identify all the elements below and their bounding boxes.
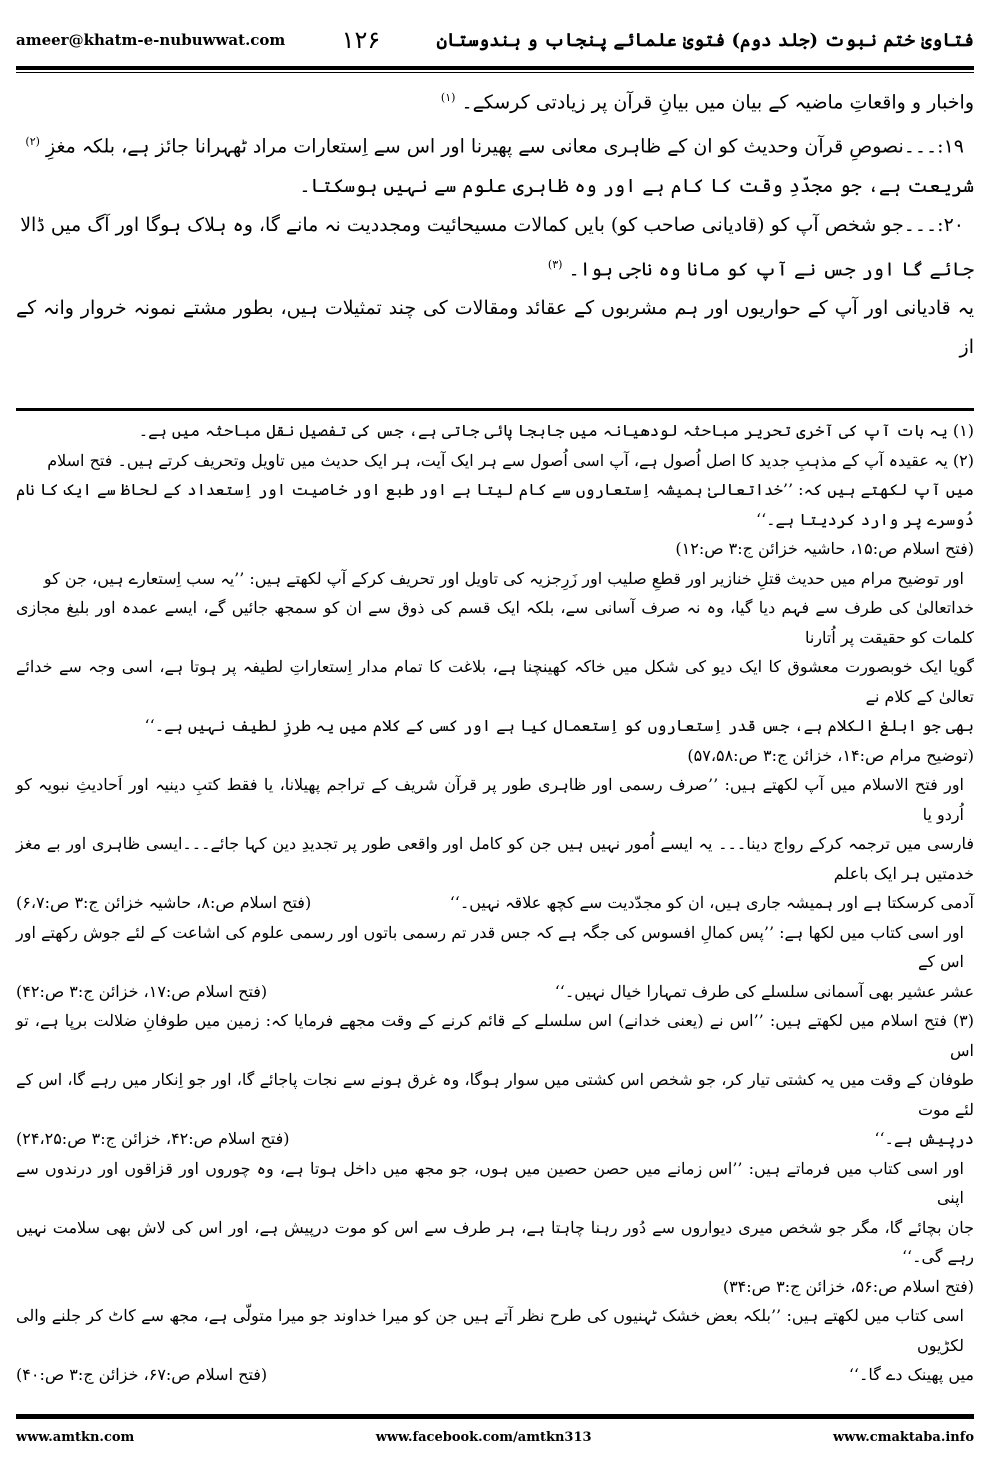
footnotes	[16, 416, 974, 1390]
footnote-line: عشر عشیر بھی آسمانی سلسلے کی طرف تمہارا خیال نہیں۔‘‘	[554, 981, 974, 1001]
header-divider	[16, 66, 974, 73]
footnote-2-line: (۲) یہ عقیدہ آپ کے مذہبِ جدید کا اصل اُصول ہے، آپ اسی اُصول سے ہر ایک آیت، ہر ایک حدیث میں تاویل وتحریف کرتے ہیں۔ فتح اسلام	[47, 450, 974, 470]
footnote-line: خداتعالیٰ کی طرف سے فہم دیا گیا، وہ نہ صرف آسانی سے، بلکہ ایک قسم کی ذوق سے ان کو سمجھ جائیں گے، ایسے عمدہ اور بلیغ مجازی کلمات کو حقیقت پر اُتارنا	[16, 598, 974, 647]
footnote-row	[16, 888, 974, 918]
footnote-line: اسی کتاب میں لکھتے ہیں: ’’بلکہ بعض خشک ٹہنیوں کی طرح نظر آتے ہیں جن کو میرا خداوند جو میرا متولّی ہے، مجھ سے کاٹ کر جلنے والی لکڑیوں	[16, 1306, 964, 1355]
main-line: یہ قادیانی اور آپ کے حواریوں اور ہم مشربوں کے عقائد ومقالات کی چند تمثیلات ہیں، بطور مشتے نمونہ خروار وانہ کے از	[16, 296, 974, 358]
reference: (فتح اسلام ص:۱۷، خزائن ج:۳ ص:۴۲)	[16, 981, 268, 1001]
footer-link-facebook[interactable]: www.facebook.com/amtkn313	[375, 1430, 592, 1445]
book-title: فتاویٰ ختم نبوت (جلد دوم) فتویٰ علمائے پنجاب و ہندوستان	[436, 29, 974, 51]
footnote-mark: (۲)	[25, 135, 40, 149]
footnote-line: اور فتح الاسلام میں آپ لکھتے ہیں: ’’صرف رسمی اور ظاہری طور پر قرآن شریف کے تراجم پھیلانا، یا فقط کتبِ دینیہ اور اَحادیثِ نبویہ کو اُردو یا	[16, 775, 964, 824]
footnote-line: اور اسی کتاب میں فرماتے ہیں: ’’اس زمانے میں حصن حصین میں ہوں، جو مجھ میں داخل ہوتا ہے، وہ چوروں اور قزاقوں اور درندوں سے اپنی	[16, 1158, 964, 1207]
page-number: ۱۲۶	[341, 26, 381, 54]
footnote-1: (۱) یہ بات آپ کی آخری تحریر مباحثہ لودھیانہ میں جابجا پائی جاتی ہے، جس کی تفصیل نقل مباحثہ میں ہے۔	[138, 421, 974, 440]
main-line: واخبار و واقعاتِ ماضیہ کے بیان میں بیانِ قرآن پر زیادتی کرسکے۔ $^{(۱)}$	[440, 91, 974, 114]
reference: (فتح اسلام ص:۸، حاشیہ خزائن ج:۳ ص:۶،۷)	[16, 893, 312, 912]
reference: (توضیح مرام ص:۱۴، خزائن ج:۳ ص:۵۷،۵۸)	[687, 745, 974, 765]
reference: (فتح اسلام ص:۶۷، خزائن ج:۳ ص:۴۰)	[16, 1365, 268, 1384]
footnote-mark: (۱)	[440, 91, 456, 104]
footnote-3-line: (۳) فتح اسلام میں لکھتے ہیں: ’’اس نے (یعنی خدانے) اس سلسلے کے قائم کرنے کے وقت مجھے فرمایا کہ: زمین میں طوفانِ ضلالت برپا ہے، تو اس	[16, 1011, 974, 1060]
footnote-2-line: میں آپ لکھتے ہیں کہ: ’’خداتعالیٰ ہمیشہ اِستعاروں سے کام لیتا ہے اور طبع اور خاصیت اور اِستعداد کے لحاظ سے ایک کا نام دُوسرے پر وارد کردیتا ہے۔‘‘	[16, 480, 974, 529]
footer-link-amtkn[interactable]: www.amtkn.com	[16, 1430, 135, 1445]
footnote-line: گویا ایک خوبصورت معشوق کا ایک دیو کی شکل میں خاکہ کھینچنا ہے، بلاغت کا تمام مدار اِستعاراتِ لطیفہ پر ہوتا ہے، اسی وجہ سے خدائے تعالیٰ کے کلام نے	[16, 657, 974, 706]
footnote-line: فارسی میں ترجمہ کرکے رواج دینا۔۔۔ یہ ایسے اُمور نہیں ہیں جن کو کامل اور واقعی طور پر تجدیدِ دین کہا جائے۔۔۔ایسی ظاہری اور بے مغز خدمتیں ہر ایک باعلم	[16, 834, 974, 883]
footer-link-cmaktaba[interactable]: www.cmaktaba.info	[832, 1430, 974, 1445]
footnote-row	[16, 1360, 974, 1390]
footnote-row	[16, 977, 974, 1007]
footnote-line: اور توضیح مرام میں حدیث قتلِ خنازیر اور قطعِ صلیب اور زَرِجزیہ کی تاویل اور تحریف کرکے آپ لکھتے ہیں: ’’یہ سب اِستعارے ہیں، جن کو	[43, 568, 964, 588]
footnote-line: اور اسی کتاب میں لکھا ہے: ’’پس کمالِ افسوس کی جگہ ہے کہ جس قدر تم رسمی باتوں اور رسمی علوم کی اشاعت کے لئے جوش رکھتے اور اس کے	[16, 922, 964, 971]
reference: (فتح اسلام ص:۱۵، حاشیہ خزائن ج:۳ ص:۱۲)	[675, 539, 974, 558]
footnote-row	[16, 1124, 974, 1154]
page-footer	[16, 1430, 974, 1445]
footnote-line: آدمی کرسکتا ہے اور ہمیشہ جاری ہیں، ان کو مجدّدیت سے کچھ علاقہ نہیں۔‘‘	[449, 893, 974, 912]
main-line: ۲۰:۔۔۔جو شخص آپ کو (قادیانی صاحب کو) بایں کمالات مسیحائیت ومجددیت نہ مانے گا، وہ ہلاک ہوگا اور آگ میں ڈالا	[20, 213, 964, 236]
book-page	[16, 0, 974, 1460]
footnote-line: بھی جو ابلغ الکلام ہے، جس قدر اِستعاروں کو اِستعمال کیا ہے اور کسی کے کلام میں یہ طرزِ لطیف نہیں ہے۔‘‘	[144, 716, 974, 735]
footnote-3-line: طوفان کے وقت میں یہ کشتی تیار کر، جو شخص اس کشتی میں سوار ہوگا، وہ غرق ہونے سے نجات پاجائے گا، اور جو اِنکار میں رہے گا، اس کے لئے موت	[16, 1070, 974, 1119]
reference: (فتح اسلام ص:۵۶، خزائن ج:۳ ص:۳۴)	[722, 1276, 974, 1296]
footnote-line: جان بچائے گا، مگر جو شخص میری دیواروں سے دُور رہنا چاہتا ہے، ہر طرف سے اس کو موت درپیش ہے، اور اس کی لاش بھی سلامت نہیں رہے گی۔‘‘	[16, 1217, 974, 1266]
main-text	[16, 78, 974, 367]
footnote-divider	[16, 408, 974, 411]
footnote-mark: (۳)	[547, 257, 563, 271]
main-line: ۱۹:۔۔۔نصوصِ قرآن وحدیث کو ان کے ظاہری معانی سے پھیرنا اور اس سے اِستعارات مراد ٹھہرانا جائز ہے، بلکہ مغزِ $^{(۲)}$	[25, 135, 964, 158]
header-email: ameer@khatm-e-nubuwwat.com	[16, 31, 286, 49]
footer-divider	[16, 1412, 974, 1419]
reference: (فتح اسلام ص:۴۲، خزائن ج:۳ ص:۲۴،۲۵)	[16, 1129, 290, 1148]
footnote-line: درپیش ہے۔‘‘	[874, 1129, 974, 1148]
footnote-line: میں پھینک دے گا۔‘‘	[848, 1365, 974, 1384]
page-header	[16, 18, 974, 62]
main-line: شریعت ہے، جو مجدّدِ وقت کا کام ہے اور وہ ظاہری علوم سے نہیں ہوسکتا۔	[299, 174, 974, 197]
main-line: جائے گا اور جس نے آپ کو مانا وہ ناجی ہوا۔ $^{(۳)}$	[547, 257, 974, 280]
